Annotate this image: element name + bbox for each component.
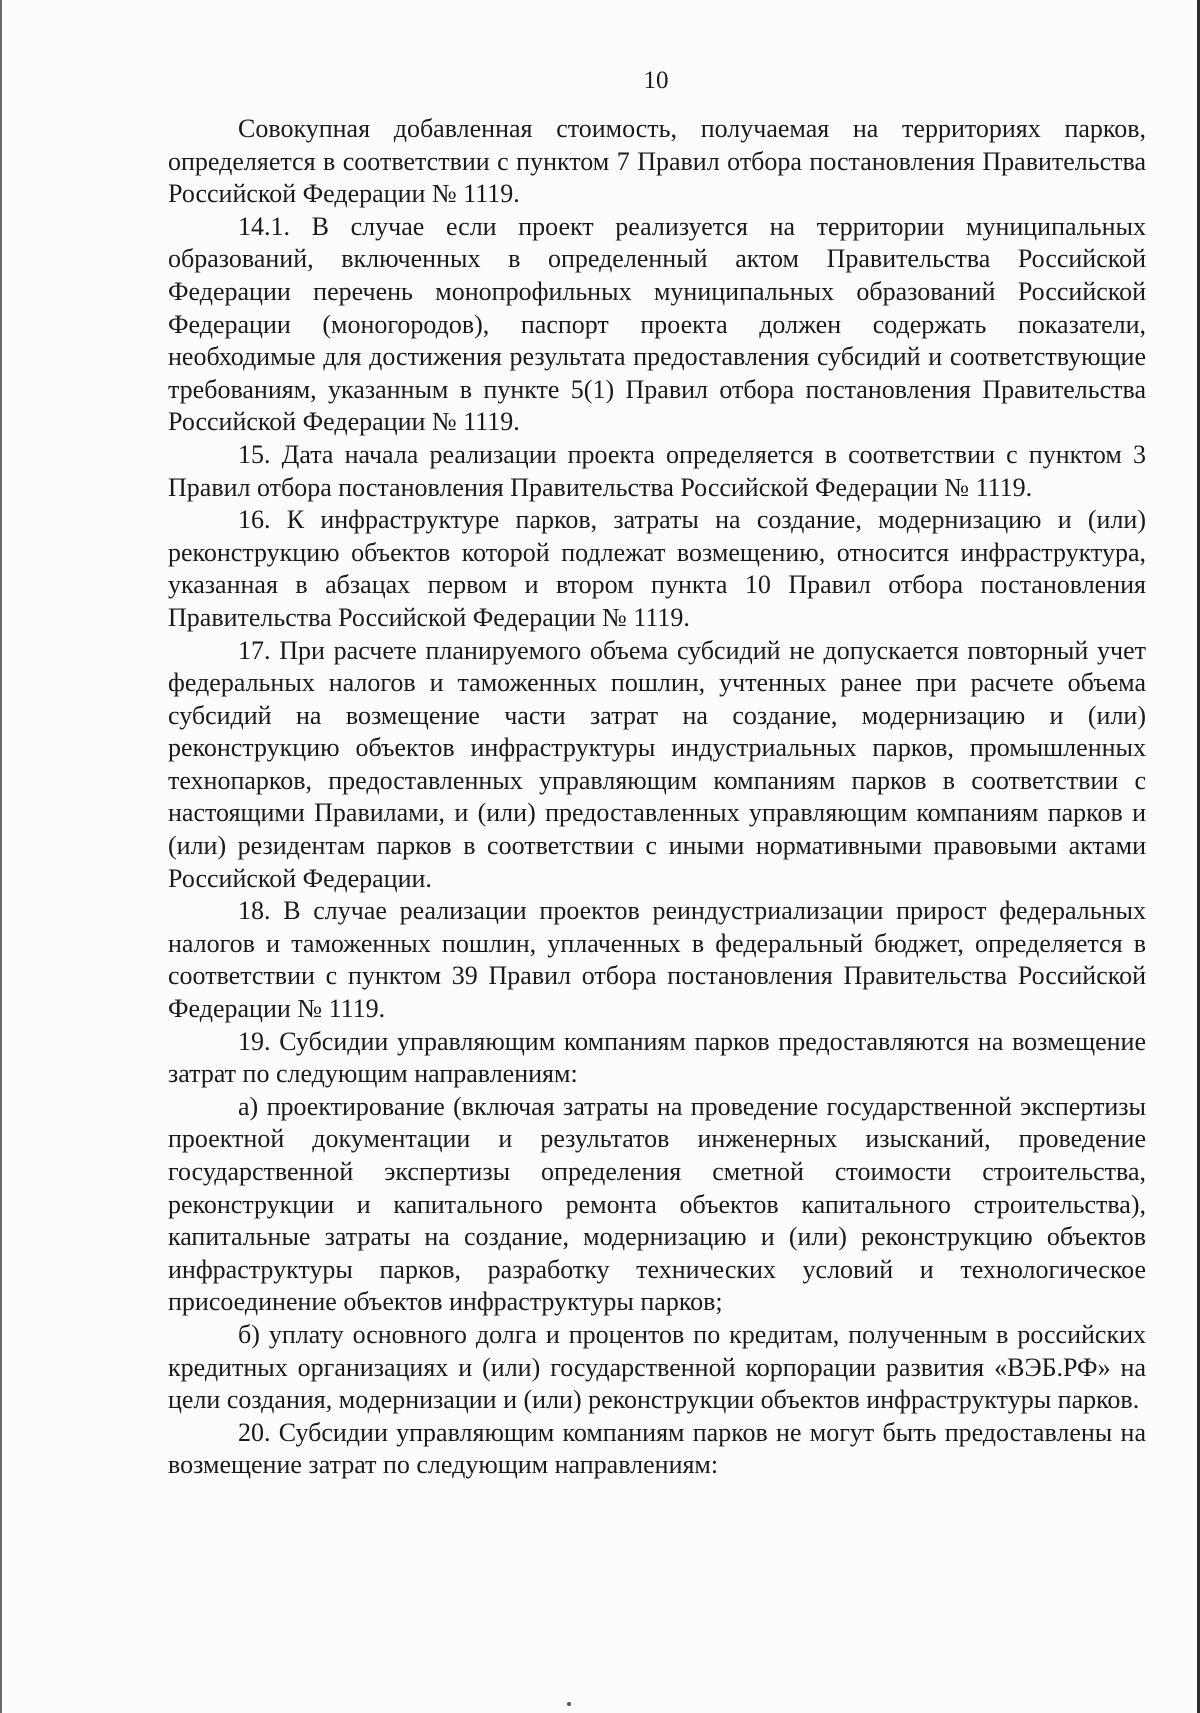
paragraph-19-a: а) проектирование (включая затраты на проведение государственной экспертизы проектной документации и результатов инженерных изысканий, проведение государственной экспертизы определения сметной стоимости строительства, реконструкции и капитального ремонта объектов капитального строительства), капитальные затраты на создание, модернизацию и (или) реконструкцию объектов инфраструктуры парков, разработку технических условий и технологическое присоединение объектов инфраструктуры парков; (168, 1091, 1146, 1317)
paragraph-18: 18. В случае реализации проектов реиндустриализации прирост федеральных налогов и таможенных пошлин, уплаченных в федеральный бюджет, определяется в соответствии с пунктом 39 Правил отбора постановления Правительства Российской Федерации № 1119. (168, 896, 1146, 1024)
page-left-edge (0, 0, 2, 1713)
document-body (168, 113, 1146, 1482)
page-number: 10 (643, 67, 669, 94)
paragraph-15: 15. Дата начала реализации проекта определяется в соответствии с пунктом 3 Правил отбора постановления Правительства Российской Федерации № 1119. (168, 439, 1146, 502)
paragraph-19-b: б) уплату основного долга и процентов по кредитам, полученным в российских кредитных организациях и (или) государственной корпорации развития «ВЭБ.РФ» на цели создания, модернизации и (или) реконструкции объектов инфраструктуры парков. (168, 1319, 1146, 1415)
paragraph-17: 17. При расчете планируемого объема субсидий не допускается повторный учет федеральных налогов и таможенных пошлин, учтенных ранее при расчете объема субсидий на возмещение части затрат на создание, модернизацию и (или) реконструкцию объектов инфраструктуры индустриальных парков, промышленных технопарков, предоставленных управляющим компаниям парков в соответствии с настоящими Правилами, и (или) предоставленных управляющим компаниям парков и (или) резидентам парков в соответствии с иными нормативными правовыми актами Российской Федерации. (168, 635, 1146, 893)
paragraph-value-added: Совокупная добавленная стоимость, получаемая на территориях парков, определяется в соответствии с пунктом 7 Правил отбора постановления Правительства Российской Федерации № 1119. (168, 114, 1146, 209)
paragraph-16: 16. К инфраструктуре парков, затраты на создание, модернизацию и (или) реконструкцию объектов которой подлежат возмещению, относится инфраструктура, указанная в абзацах первом и втором пункта 10 Правил отбора постановления Правительства Российской Федерации № 1119. (168, 505, 1146, 632)
scan-speck (567, 1702, 571, 1706)
paragraph-14-1: 14.1. В случае если проект реализуется на территории муниципальных образований, включенных в определенный актом Правительства Российской Федерации перечень монопрофильных муниципальных образований Российской Федерации (моногородов), паспорт проекта должен содержать показатели, необходимые для достижения результата предоставления субсидий и соответствующие требованиям, указанным в пункте 5(1) Правил отбора постановления Правительства Российской Федерации № 1119. (168, 211, 1146, 437)
paragraph-20: 20. Субсидии управляющим компаниям парков не могут быть предоставлены на возмещение затрат по следующим направлениям: (168, 1417, 1146, 1480)
paragraph-19: 19. Субсидии управляющим компаниям парков предоставляются на возмещение затрат по следующим направлениям: (168, 1026, 1146, 1089)
